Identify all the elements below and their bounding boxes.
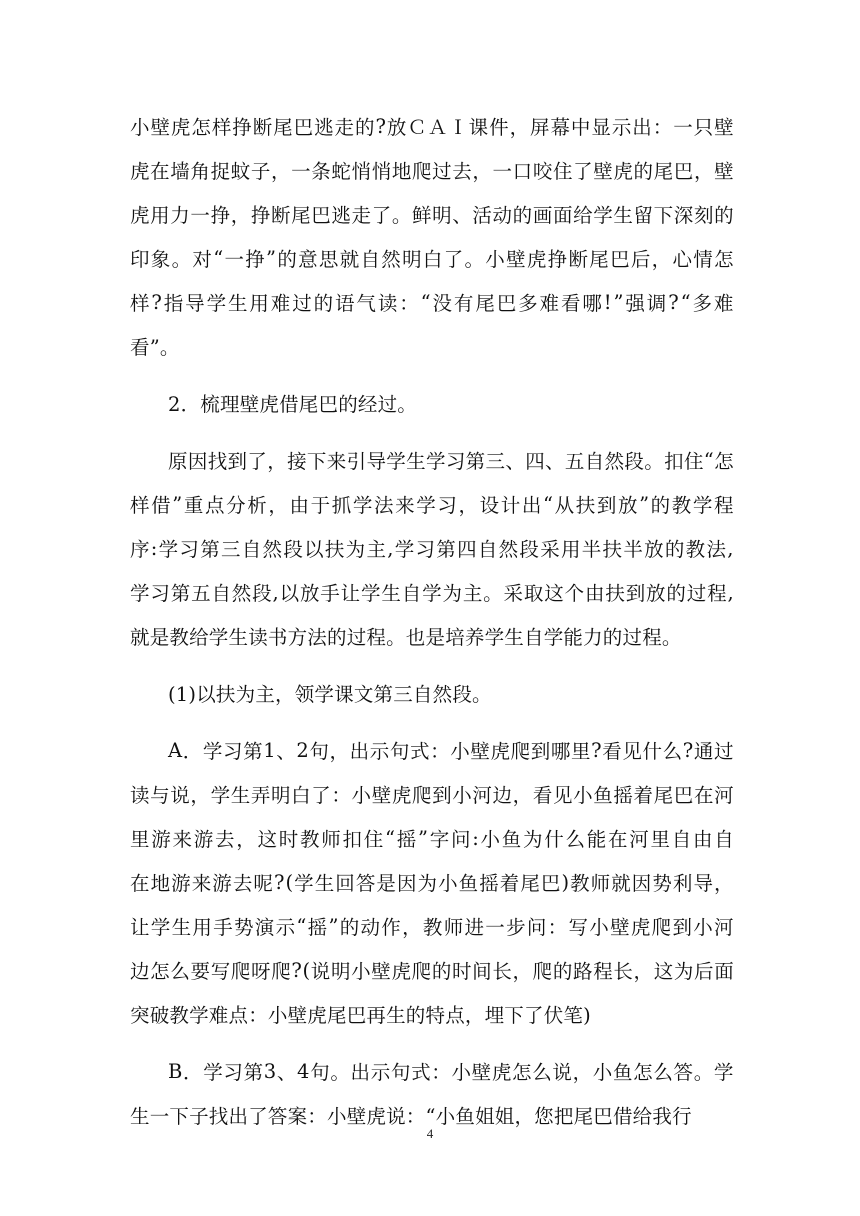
paragraph-gap [130, 658, 734, 671]
text-line: 学 习 第 五 自 然 段 , 以 放 手 让 学 生 自 学 为 主 。 采 取 这 个 由 扶 到 放 的 过 程 , [130, 580, 734, 605]
text-line: 边 怎 么 要 写 爬 呀 爬 ? ( 说 明 小 壁 虎 爬 的 时 间 长 ， 爬 的 路 程 长 ， 这 为 后 面 [130, 958, 734, 983]
text-line: A ． 学 习 第 1 、 2 句 ， 出 示 句 式 ： 小 壁 虎 爬 到 哪 里 ? 看 见 什 么 ? 通 过 [168, 738, 734, 763]
paragraph-gap [130, 715, 734, 728]
text-line: 生一下子找出了答案：小壁虎说：“小鱼姐姐，您把尾巴借给我行 [130, 1105, 692, 1128]
paragraph [130, 671, 734, 715]
paragraph [130, 381, 734, 425]
text-line: 2．梳理壁虎借尾巴的经过。 [168, 393, 418, 416]
text-line: 就是教给学生读书方法的过程。也是培养学生自学能力的过程。 [130, 626, 682, 649]
paragraph [130, 104, 734, 368]
text-line: 虎 用 力 一 挣 ， 挣 断 尾 巴 逃 走 了 。 鲜 明 、 活 动 的 画 面 给 学 生 留 下 深 刻 的 [130, 204, 734, 227]
text-line: 样 借 ” 重 点 分 析 ， 由 于 抓 学 法 来 学 习 ， 设 计 出 “ 从 扶 到 放 ” 的 教 学 程 [130, 492, 734, 517]
text-line: 突破教学难点：小壁虎尾巴再生的特点，埋下了伏笔) [130, 1004, 591, 1027]
page-number: 4 [426, 1126, 434, 1141]
paragraph [130, 1049, 734, 1137]
text-line: (1)以扶为主，领学课文第三自然段。 [168, 683, 492, 706]
text-line: 虎 在 墙 角 捉 蚊 子 ， 一 条 蛇 悄 悄 地 爬 过 去 ， 一 口 咬 住 了 壁 虎 的 尾 巴 ， 壁 [130, 160, 734, 183]
text-line: 样 ? 指 导 学 生 用 难 过 的 语 气 读 ： “ 没 有 尾 巴 多 难 看 哪 ! ” 强 调 ? “ 多 难 [130, 290, 734, 315]
paragraph [130, 728, 734, 1036]
text-line: 在 地 游 来 游 去 呢 ? ( 学 生 回 答 是 因 为 小 鱼 摇 着 尾 巴 ) 教 师 就 因 势 利 导 ， [130, 870, 734, 895]
text-line: 小 壁 虎 怎 样 挣 断 尾 巴 逃 走 的 ? 放 Ｃ Ａ Ｉ 课 件 ， 屏 幕 中 显 示 出 ： 一 只 壁 [130, 114, 734, 139]
paragraph [130, 438, 734, 658]
paragraph-gap [130, 1036, 734, 1049]
text-line: 读 与 说 ， 学 生 弄 明 白 了 ： 小 壁 虎 爬 到 小 河 边 ， 看 见 小 鱼 摇 着 尾 巴 在 河 [130, 784, 734, 807]
text-line: 原 因 找 到 了 ， 接 下 来 引 导 学 生 学 习 第 三 、 四 、 五 自 然 段 。 扣 住 “ 怎 [168, 448, 734, 473]
text-line: 让 学 生 用 手 势 演 示 “ 摇 ” 的 动 作 ， 教 师 进 一 步 问 ： 写 小 壁 虎 爬 到 小 河 [130, 914, 734, 939]
text-line: 序 : 学 习 第 三 自 然 段 以 扶 为 主 , 学 习 第 四 自 然 段 采 用 半 扶 半 放 的 教 法 , [130, 536, 734, 561]
document-body [130, 104, 734, 1137]
text-line: B ． 学 习 第 3 、 4 句 。 出 示 句 式 ： 小 壁 虎 怎 么 说 ， 小 鱼 怎 么 答 。 学 [168, 1059, 734, 1084]
paragraph-gap [130, 368, 734, 381]
text-line: 印 象 。 对 “ 一 挣 ” 的 意 思 就 自 然 明 白 了 。 小 壁 虎 挣 断 尾 巴 后 ， 心 情 怎 [130, 246, 734, 271]
text-line: 里 游 来 游 去 ， 这 时 教 师 扣 住 “ 摇 ” 字 问 : 小 鱼 为 什 么 能 在 河 里 自 由 自 [130, 826, 734, 851]
paragraph-gap [130, 425, 734, 438]
text-line: 看”。 [130, 336, 180, 359]
